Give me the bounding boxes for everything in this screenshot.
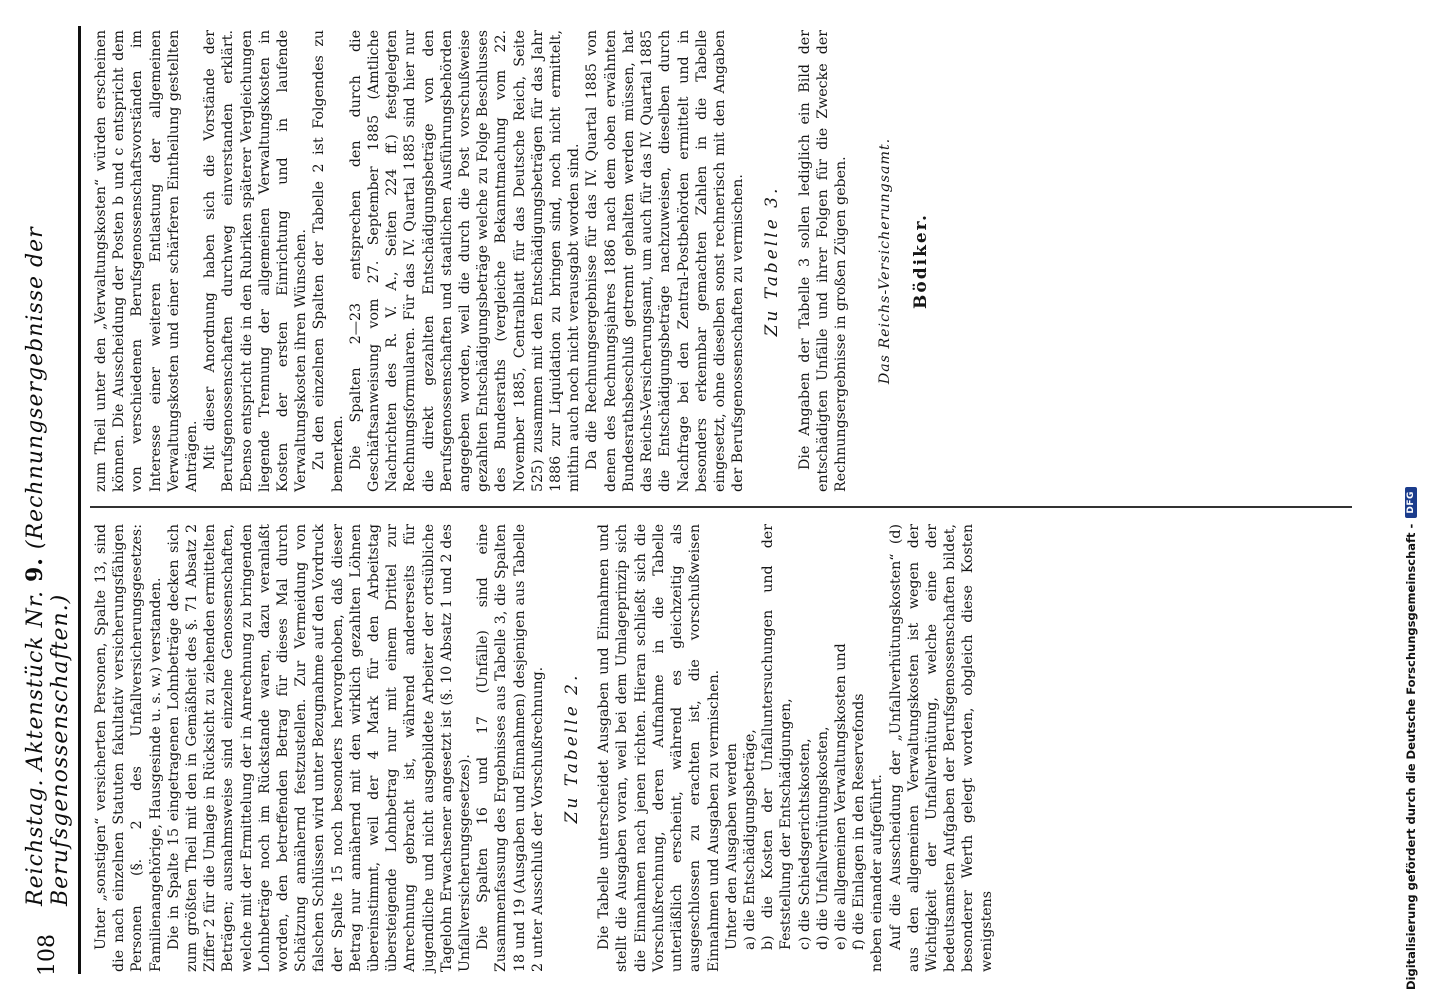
paragraph: Da die Rechnungsergebnisse für das IV. Quartal 1885 von denen des Rechnungsjahres 1886 nach dem oben erwähnten Bundesrathsbeschluß getrennt gehalten werden müssen, hat das Reichs-Versicherungsamt, um auch für das IV. Quartal 1885 die Entschädigungsbeträge nachzuweisen, dieselben durch Nachfrage bei den Zentral-Postbehörden ermittelt und in besonders erkennbar gemachten Zahlen in die Tabelle eingesetzt, ohne dieselben sonst rechnerisch mit den Angaben der Berufsgenossenschaften zu vermischen. xyxy=(584,30,747,492)
left-column xyxy=(92,524,1350,972)
list-item: d) die Unfallverhütungskosten, xyxy=(814,726,831,950)
signature-authority: Das Reichs-Versicherungsamt. xyxy=(877,137,894,385)
paragraph: Unter „sonstigen“ versicherten Personen, Spalte 13, sind die nach einzelnen Statuten fakultativ versicherungsfähigen Personen (§. 2 des Unfallversicherungsgesetzes: Familienangehörige, Hausgesinde u. s. w.) verstanden. xyxy=(93,524,164,972)
paragraph: neben einander aufgeführt. xyxy=(869,774,886,972)
list-item: b) die Kosten der Unfalluntersuchungen und der Feststellung der Entschädigungen, xyxy=(760,524,795,950)
list-item: c) die Schiedsgerichtskosten, xyxy=(796,738,813,950)
dfg-logo-badge: DFG xyxy=(1405,487,1417,518)
running-head xyxy=(20,24,74,976)
list-item: a) die Entschädigungsbeträge, xyxy=(741,729,758,950)
list-item: e) die allgemeinen Verwaltungskosten und xyxy=(832,643,849,950)
title-suffix: (Rechnungsergebnisse der Berufsgenossenschaften.) xyxy=(22,226,73,906)
digitization-sidebar xyxy=(1374,0,1432,1000)
paragraph: Die Angaben der Tabelle 3 sollen lediglich ein Bild der entschädigten Unfälle und ihrer Folgen für die Zwecke der Rechnungsergebnisse in großen Zügen geben. xyxy=(796,30,849,492)
paragraph: Unter den Ausgaben werden xyxy=(723,743,740,950)
section-heading: Zu Tabelle 3. xyxy=(762,185,783,337)
expense-list xyxy=(741,524,868,972)
signature-name: Bödiker. xyxy=(911,213,932,309)
right-column xyxy=(92,30,1350,492)
paragraph: Auf die Ausscheidung der „Unfallverhütungskosten“ (d) aus den allgemeinen Verwaltungskosten ist wegen der Wichtigkeit der Unfallverhütung, welche eine der bedeutsamsten Aufgaben der Berufsgenossenschaften bildet, besonderer Werth gelegt worden, obgleich diese Kosten wenigstens xyxy=(887,524,995,972)
section-heading: Zu Tabelle 2. xyxy=(562,672,583,824)
paragraph: Die Spalten 2—23 entsprechen den durch die Geschäftsanweisung vom 27. September 1885 (Amtliche Nachrichten des R. V. A., Seiten 224 ff.) festgelegten Rechnungsformularen. Für das IV. Quartal 1885 sind hier nur die direkt gezahlten Entschädigungsbeträge von den Berufsgenossenschaften und staatlichen Ausführungsbehörden angegeben worden, weil die durch die Post vorschußweise gezahlten Entschädigungsbeträge welche zu Folge Beschlusses des Bundesraths (vergleiche Bekanntmachung vom 22. November 1885, Centralblatt für das Deutsche Reich, Seite 525) zusammen mit den Entschädigungsbeträgen für das Jahr 1886 zur Liquidation zu bringen sind, noch nicht ermittelt, mithin auch noch nicht verausgabt worden sind. xyxy=(347,30,583,492)
list-item: f) die Einlagen in den Reservefonds xyxy=(851,693,868,950)
title-number: 9. xyxy=(21,557,48,583)
paragraph: Die Tabelle unterscheidet Ausgaben und Einnahmen und stellt die Ausgaben voran, weil bei dem Umlageprinzip sich die Einnahmen nach jenen richten. Hieran schließt sich die Vorschußrechnung, deren Aufnahme in die Tabelle unterläßlich erscheint, während es gleichzeitig als ausgeschlossen zu erachten ist, die vorschußweisen Einnahmen und Ausgaben zu vermischen. xyxy=(596,524,722,972)
paragraph: Die in Spalte 15 eingetragenen Lohnbeträge decken sich zum größten Theil mit den in Gemäßheit des §. 71 Absatz 2 Ziffer 2 für die Umlage in Rücksicht zu ziehenden ermittelten Beträgen; ausnahmsweise sind einzelne Genossenschaften, welche mit der Ermittelung der in Anrechnung zu bringenden Lohnbeträge noch im Rückstande waren, dazu veranlaßt worden, den betreffenden Betrag für dieses Mal durch Schätzung annähernd festzustellen. Zur Vermeidung von falschen Schlüssen wird unter Bezugnahme auf den Vordruck der Spalte 15 noch besonders hervorgehoben, daß dieser Betrag nur annähernd mit den wirklich gezahlten Löhnen übereinstimmt, weil der 4 Mark für den Arbeitstag übersteigende Lohnbetrag nur mit einem Drittel zur Anrechnung gebracht ist, während andererseits für jugendliche und nicht ausgebildete Arbeiter der ortsübliche Tagelohn Erwachsener angesetzt ist (§. 10 Absatz 1 und 2 des Unfallversicherungsgesetzes). xyxy=(165,524,474,972)
paragraph: Zu den einzelnen Spalten der Tabelle 2 ist Folgendes zu bemerken. xyxy=(311,30,346,492)
page-number: 108 xyxy=(34,934,60,976)
column-rule xyxy=(90,507,1352,509)
running-title xyxy=(22,24,73,906)
digitization-credit-text: Digitalisierung gefördert durch die Deutsche Forschungsgemeinschaft - xyxy=(1404,523,1418,990)
title-prefix: Reichstag. Aktenstück Nr. xyxy=(22,590,48,906)
digitization-credit xyxy=(1404,10,1418,990)
paragraph: zum Theil unter den „Verwaltungskosten“ würden erscheinen können. Die Ausscheidung der Posten b und c entspricht dem von verschiedenen Berufsgenossenschaftsvorständen im Interesse einer weiteren Entlastung der allgemeinen Verwaltungskosten und einer schärferen Eintheilung gestellten Anträgen. xyxy=(93,30,201,492)
paragraph: Die Spalten 16 und 17 (Unfälle) sind eine Zusammenfassung des Ergebnisses aus Tabelle 3, die Spalten 18 und 19 (Ausgaben und Einnahmen) desjenigen aus Tabelle 2 unter Ausschluß der Vorschußrechnung. xyxy=(475,524,546,972)
paragraph: Mit dieser Anordnung haben sich die Vorstände der Berufsgenossenschaften durchweg einverstanden erklärt. Ebenso entspricht die in den Rubriken späterer Vergleichungen liegende Trennung der allgemeinen Verwaltungskosten in Kosten der ersten Einrichtung und in laufende Verwaltungskosten ihren Wünschen. xyxy=(202,30,310,492)
header-rule xyxy=(78,26,81,974)
